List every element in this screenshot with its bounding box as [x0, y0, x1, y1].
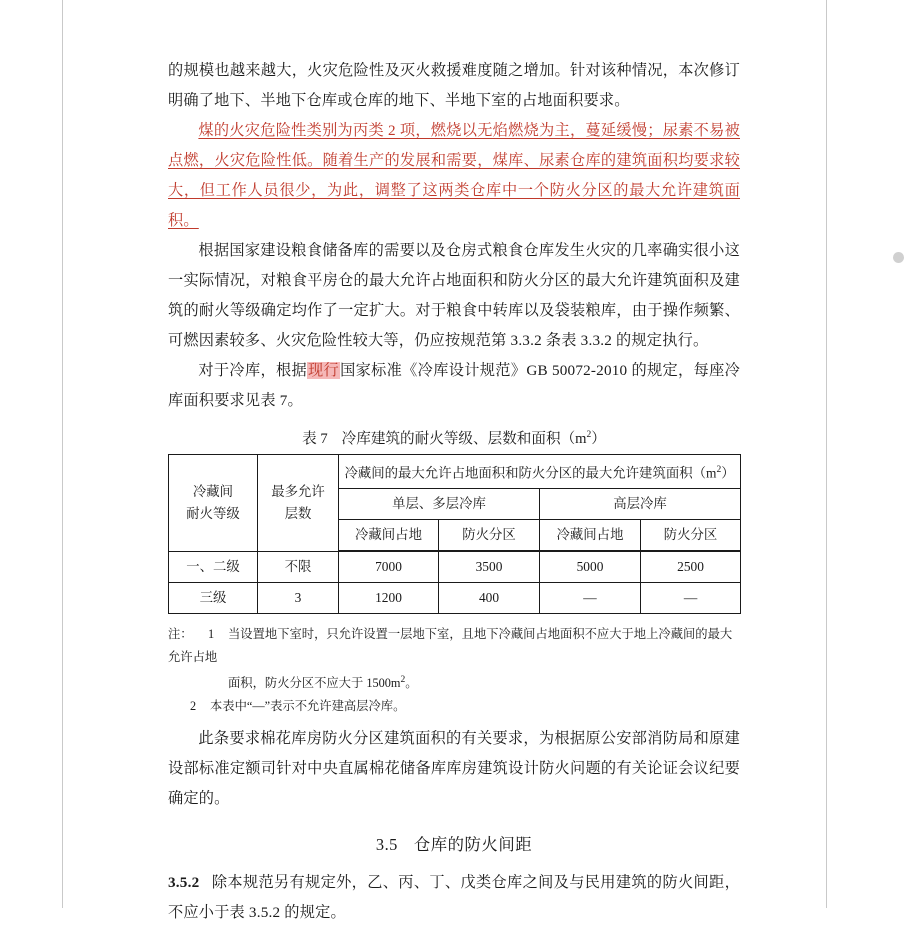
table7-header-subcol-3: 冷藏间占地 [540, 520, 641, 552]
table7-row1-value-2: 3500 [439, 551, 540, 583]
section-title: 仓库的防火间距 [413, 835, 533, 855]
table7-header-row-1 [169, 454, 741, 488]
table7-note-1-cont-b: 。 [405, 676, 418, 691]
table7-row1-value-1: 7000 [339, 551, 439, 583]
table7-header-subgroup-1: 单层、多层冷库 [339, 489, 540, 520]
section-heading [168, 828, 740, 862]
table7-header-group-title-text: 冷藏间的最大允许占地面积和防火分区的最大允许建筑面积（m [344, 465, 717, 481]
table7-row2-floors: 3 [258, 583, 339, 614]
table7-header-floors [258, 454, 339, 551]
table7-header-floors-line2: 层数 [284, 505, 312, 521]
table7-caption-label: 表 7 [302, 430, 328, 447]
table7-note-1-cont-sup: 2 [400, 675, 406, 686]
table7-header-grade-line2: 耐火等级 [186, 505, 240, 521]
table7-row2-value-2: 400 [439, 583, 540, 614]
paragraph-4-part-a: 对于冷库，根据 [198, 362, 308, 379]
clause-number: 3.5.2 [168, 874, 200, 892]
table-row [169, 551, 741, 583]
table7 [168, 454, 741, 614]
table7-note-1 [168, 623, 740, 669]
table7-caption-text: 冷库建筑的耐火等级、层数和面积（m [341, 430, 587, 447]
table7-header-grade-line1: 冷藏间 [192, 483, 234, 499]
table7-header-subgroup-2: 高层冷库 [540, 489, 741, 520]
table7-row2-value-3: — [540, 583, 641, 614]
table7-note-2 [168, 695, 740, 718]
table7-note-1-cont-a: 面积，防火分区不应大于 1500m [228, 676, 401, 691]
table7-row2-value-1: 1200 [339, 583, 439, 614]
paragraph-4 [168, 356, 740, 416]
section-number: 3.5 [375, 835, 398, 855]
table-row [169, 583, 741, 614]
table7-row1-floors: 不限 [258, 551, 339, 583]
page-content [168, 56, 740, 928]
table7-note-1-continued [168, 669, 740, 695]
paragraph-1: 的规模也越来越大，火灾危险性及灭火救援难度随之增加。针对该种情况，本次修订明确了地下、半地下仓库或仓库的地下、半地下室的占地面积要求。 [168, 62, 740, 109]
table7-header-subcol-4: 防火分区 [641, 520, 741, 552]
table7-row2-value-4: — [641, 583, 741, 614]
table7-caption-tail: ） [591, 430, 606, 447]
table7-row2-grade: 三级 [169, 583, 258, 614]
table7-note-2-text: 本表中“—”表示不允许建高层冷库。 [210, 699, 406, 714]
table7-note-1-text: 当设置地下室时，只允许设置一层地下室，且地下冷藏间占地面积不应大于地上冷藏间的最大允许占地 [168, 627, 733, 665]
table7-header-group-title-tail: ） [721, 465, 735, 481]
table7-row1-value-4: 2500 [641, 551, 741, 583]
page-right-margin-rule [826, 0, 827, 908]
table7-header-group-title [339, 454, 741, 488]
table7-notes [168, 623, 740, 718]
table7-header-subcol-1: 冷藏间占地 [339, 520, 439, 552]
paragraph-5: 此条要求棉花库房防火分区建筑面积的有关要求，为根据原公安部消防局和原建设部标准定额司针对中央直属棉花储备库库房建筑设计防火问题的有关论证会议纪要确定的。 [168, 730, 740, 808]
table7-caption-superscript: 2 [586, 430, 592, 440]
scroll-indicator-dot[interactable] [893, 252, 904, 263]
table7-note-1-number: 1 [208, 627, 215, 642]
clause-3-5-2 [168, 868, 740, 928]
paragraph-3: 根据国家建设粮食储备库的需要以及仓房式粮食仓库发生火灾的几率确实很小这一实际情况，对粮食平房仓的最大允许占地面积和防火分区的最大允许建筑面积及建筑的耐火等级确定均作了一定扩大。对于粮食中转库以及袋装粮库，由于操作频繁、可燃因素较多、火灾危险性较大等，仍应按规范第 3.3.2 条表 3.3.2 的规定执行。 [168, 242, 740, 349]
table7-note-2-number: 2 [190, 699, 197, 714]
highlighted-text-current: 现行 [308, 362, 340, 379]
page-left-margin-rule [62, 0, 63, 908]
table7-row1-grade: 一、二级 [169, 551, 258, 583]
table7-caption [168, 422, 740, 452]
paragraph-2-revision: 煤的火灾危险性类别为丙类 2 项，燃烧以无焰燃烧为主，蔓延缓慢；尿素不易被点燃，火灾危险性低。随着生产的发展和需要，煤库、尿素仓库的建筑面积均要求较大，但工作人员很少，为此，调整了这两类仓库中一个防火分区的最大允许建筑面积。 [168, 122, 740, 229]
table7-header-subcol-2: 防火分区 [439, 520, 540, 552]
paragraph-4-part-b: 国家标准《冷库设计规范》GB 50072-2010 的规定，每座冷库面积要求见表 7。 [168, 362, 740, 409]
table7-header-grade [169, 454, 258, 551]
table7-header-group-title-sup: 2 [716, 464, 722, 475]
table7-header-floors-line1: 最多允许 [271, 483, 325, 499]
table7-notes-label: 注： [168, 627, 193, 642]
clause-text: 除本规范另有规定外，乙、丙、丁、戊类仓库之间及与民用建筑的防火间距，不应小于表 3.5.2 的规定。 [168, 874, 740, 922]
table7-row1-value-3: 5000 [540, 551, 641, 583]
